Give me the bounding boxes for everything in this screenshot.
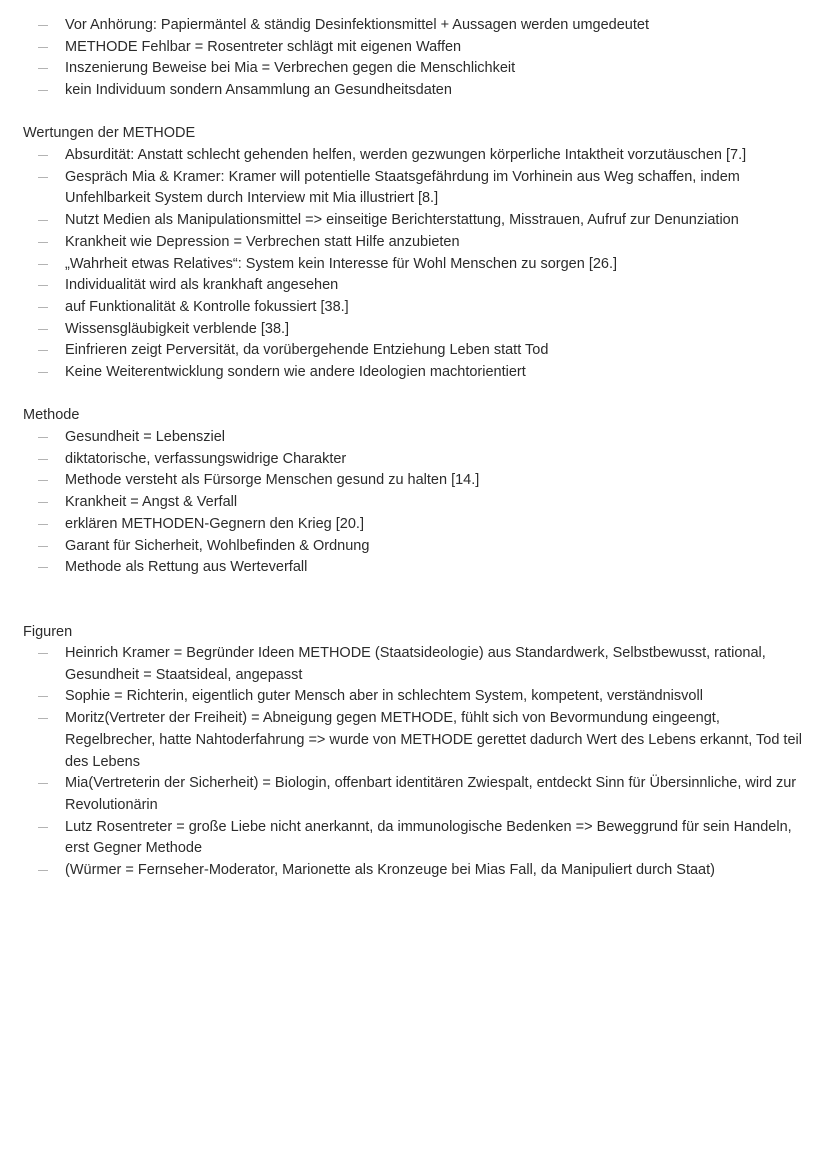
- list-item-text: Krankheit wie Depression = Verbrechen statt Hilfe anzubieten: [65, 233, 460, 250]
- list-item-text: Krankheit = Angst & Verfall: [65, 494, 238, 511]
- dash-bullet-icon: [38, 177, 48, 178]
- list-item-text: kein Individuum sondern Ansammlung an Gesundheitsdaten: [65, 82, 452, 99]
- list-item: [0, 557, 828, 579]
- list-item: [0, 210, 828, 232]
- list-item-text: Mia(Vertreterin der Sicherheit) = Biologin, offenbart identitären Zwiespalt, entdeckt Sinn für Übersinnliche, wird zur Revolutionärin: [65, 775, 797, 813]
- dash-bullet-icon: [38, 546, 48, 547]
- dash-bullet-icon: [38, 329, 48, 330]
- dash-bullet-icon: [38, 285, 48, 286]
- list-item: [0, 362, 828, 384]
- list-item-text: Einfrieren zeigt Perversität, da vorübergehende Entziehung Leben statt Tod: [65, 342, 549, 359]
- list-item: [0, 145, 828, 167]
- list-item-text: Nutzt Medien als Manipulationsmittel => einseitige Berichterstattung, Misstrauen, Aufruf zur Denunziation: [65, 212, 739, 229]
- dash-bullet-icon: [38, 264, 48, 265]
- list-item-text: (Würmer = Fernseher-Moderator, Marionette als Kronzeuge bei Mias Fall, da Manipuliert durch Staat): [65, 862, 715, 879]
- list-item: [0, 708, 828, 773]
- list-item-text: Gespräch Mia & Kramer: Kramer will potentielle Staatsgefährdung im Vorhinein aus Weg schaffen, indem Unfehlbarkeit System durch Interview mit Mia illustriert [8.]: [65, 168, 740, 207]
- list-item-text: Vor Anhörung: Papiermäntel & ständig Desinfektionsmittel + Aussagen werden umgedeutet: [65, 17, 649, 33]
- list-item-text: Methode als Rettung aus Werteverfall: [65, 559, 308, 576]
- list-item: [0, 37, 828, 59]
- list-item: [0, 643, 828, 686]
- section-heading-wertungen: Wertungen der METHODE: [23, 125, 196, 141]
- dash-bullet-icon: [38, 524, 48, 525]
- list-item-text: Lutz Rosentreter = große Liebe nicht anerkannt, da immunologische Bedenken => Beweggrund für sein Handeln, erst Gegner Methode: [65, 818, 792, 857]
- list-item-text: Keine Weiterentwicklung sondern wie andere Ideologien machtorientiert: [65, 364, 526, 381]
- dash-bullet-icon: [38, 567, 48, 568]
- list-item: [0, 58, 828, 80]
- list-item-text: diktatorische, verfassungswidrige Charakter: [65, 450, 347, 467]
- list-item-text: auf Funktionalität & Kontrolle fokussiert [38.]: [65, 298, 349, 315]
- list-item: [0, 860, 828, 882]
- dash-bullet-icon: [38, 783, 48, 784]
- dash-bullet-icon: [38, 242, 48, 243]
- list-item-text: Garant für Sicherheit, Wohlbefinden & Ordnung: [65, 537, 370, 554]
- list-item: [0, 470, 828, 492]
- list-item: [0, 80, 828, 102]
- list-item-text: Individualität wird als krankhaft angesehen: [65, 277, 339, 294]
- intro-list: [0, 15, 828, 102]
- list-item: [0, 254, 828, 276]
- dash-bullet-icon: [38, 90, 48, 91]
- list-item-text: Gesundheit = Lebensziel: [65, 429, 226, 445]
- dash-bullet-icon: [38, 437, 48, 438]
- list-item: [0, 817, 828, 860]
- dash-bullet-icon: [38, 350, 48, 351]
- dash-bullet-icon: [38, 307, 48, 308]
- list-item-text: Inszenierung Beweise bei Mia = Verbrechen gegen die Menschlichkeit: [65, 60, 516, 77]
- list-item-text: Absurdität: Anstatt schlecht gehenden helfen, werden gezwungen körperliche Intaktheit vorzutäuschen [7.]: [65, 147, 747, 163]
- list-item-text: Moritz(Vertreter der Freiheit) = Abneigung gegen METHODE, fühlt sich von Bevormundung eingeengt, Regelbrecher, hatte Nahtoderfahrung => wurde von METHODE gerettet dadurch Wert des Lebens erkannt, Tod teil des Lebens: [65, 710, 802, 770]
- dash-bullet-icon: [38, 827, 48, 828]
- list-item-text: Wissensgläubigkeit verblende [38.]: [65, 320, 290, 337]
- dash-bullet-icon: [38, 25, 48, 26]
- figuren-list: [0, 643, 828, 882]
- methode-list: [0, 427, 828, 579]
- dash-bullet-icon: [38, 459, 48, 460]
- list-item-text: „Wahrheit etwas Relatives“: System kein Interesse für Wohl Menschen zu sorgen [26.]: [65, 255, 618, 272]
- list-item-text: Sophie = Richterin, eigentlich guter Mensch aber in schlechtem System, kompetent, verständnisvoll: [65, 688, 703, 705]
- dash-bullet-icon: [38, 718, 48, 719]
- dash-bullet-icon: [38, 47, 48, 48]
- list-item: [0, 167, 828, 210]
- dash-bullet-icon: [38, 696, 48, 697]
- list-item: [0, 232, 828, 254]
- list-item-text: Heinrich Kramer = Begründer Ideen METHODE (Staatsideologie) aus Standardwerk, Selbstbewusst, rational, Gesundheit = Staatsideal, angepasst: [65, 645, 766, 683]
- list-item-text: Methode versteht als Fürsorge Menschen gesund zu halten [14.]: [65, 472, 480, 489]
- list-item: [0, 427, 828, 449]
- list-item: [0, 773, 828, 816]
- dash-bullet-icon: [38, 372, 48, 373]
- dash-bullet-icon: [38, 155, 48, 156]
- dash-bullet-icon: [38, 502, 48, 503]
- list-item-text: erklären METHODEN-Gegnern den Krieg [20.]: [65, 515, 364, 532]
- list-item: [0, 449, 828, 471]
- list-item-text: METHODE Fehlbar = Rosentreter schlägt mit eigenen Waffen: [65, 38, 462, 55]
- list-item: [0, 514, 828, 536]
- list-item: [0, 686, 828, 708]
- list-item: [0, 15, 828, 37]
- list-item: [0, 297, 828, 319]
- section-heading-figuren: Figuren: [23, 624, 73, 640]
- section-heading-methode: Methode: [23, 407, 80, 423]
- list-item: [0, 319, 828, 341]
- dash-bullet-icon: [38, 480, 48, 481]
- dash-bullet-icon: [38, 220, 48, 221]
- dash-bullet-icon: [38, 68, 48, 69]
- list-item: [0, 492, 828, 514]
- dash-bullet-icon: [38, 653, 48, 654]
- list-item: [0, 340, 828, 362]
- list-item: [0, 536, 828, 558]
- dash-bullet-icon: [38, 870, 48, 871]
- wertungen-list: [0, 145, 828, 384]
- list-item: [0, 275, 828, 297]
